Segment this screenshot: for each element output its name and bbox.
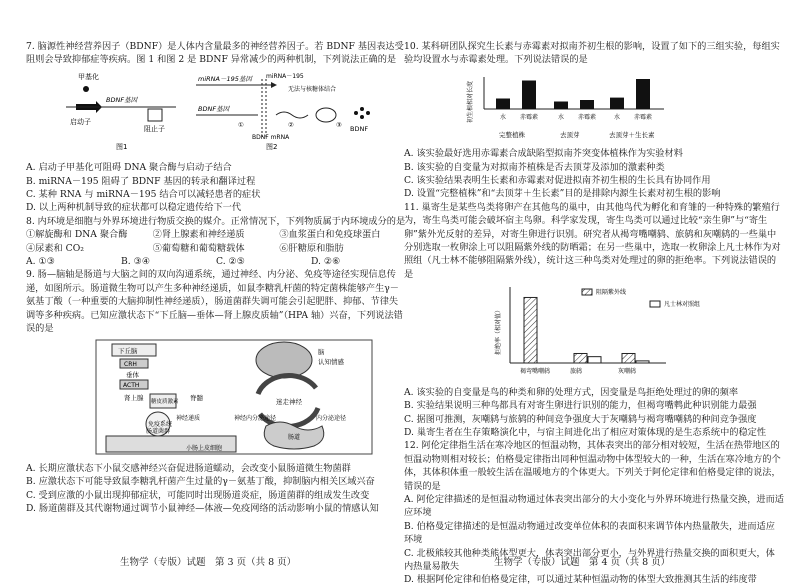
chart10-bar <box>522 80 536 109</box>
question-7-option-d: D. 以上两种机制导致的症状都可以稳定遗传给下一代 <box>26 202 242 214</box>
fig2-protein-label: BDNF <box>350 124 369 133</box>
brain-label: 脑 <box>318 347 325 356</box>
protein-dot <box>360 115 364 119</box>
chart10-group-label: 去顶芽＋生长素 <box>609 130 655 139</box>
question-8-option-d: D. ②⑥ <box>311 256 341 268</box>
fig2-gene-label: BDNF基因 <box>198 104 230 113</box>
question-8-stem: 8. 内环境是细胞与外界环境进行物质交换的媒介。正常情况下，下列物质属于内环境成分的是 <box>26 215 406 227</box>
question-8-item: ⑤葡萄糖和葡萄糖载体 <box>152 242 245 254</box>
question-11-stem: 11. 巢寄生是某些鸟类将卵产在其他鸟的巢中，由其他鸟代为孵化和育雏的一种特殊的繁殖行为，寄生鸟类可能会破坏宿主鸟卵。科学家发现，寄生鸟类可以通过比较“亲生卵”与“寄生卵”紫外光反射的差异，对寄生卵进行识别。研究者从褐弯嘴嘲鸫、旅鸫和灰嘲鸫的一些巢中分别选取一枚卵涂上可以阻隔紫外线的防晒霜；在另一些巢中，选取一枚卵涂上凡士林作为对照组（凡士林不能够阻隔紫外线），统计这三种鸟类对处理过的卵的拒绝率。下列说法错误的是 <box>404 201 781 280</box>
chart11-bar <box>588 357 601 363</box>
chart11-legend-label: 阻隔紫外线 <box>596 289 627 297</box>
chart11-ylabel: 拒绝率（相对值） <box>495 307 502 356</box>
vagus-label: 迷走神经 <box>276 397 302 406</box>
intestine-label: 肠道 <box>288 433 301 441</box>
acth-label: ACTH <box>123 381 140 389</box>
question-9-option-c: C. 受到应激的小鼠出现抑郁症状，可能同时出现肠道炎症，肠道菌群的组成发生改变 <box>26 489 370 501</box>
question-10 <box>404 40 784 201</box>
chart10-ylabel: 初生根相对长度 <box>467 80 474 123</box>
hypothalamus-label: 下丘脑 <box>118 346 138 355</box>
page-footer-left: 生物学（专版）试题 第 3 页（共 8 页） <box>120 557 297 568</box>
ribosome-icon <box>316 108 336 122</box>
fig2-mirna-gene-label: miRNA－195基因 <box>198 74 252 83</box>
question-10-stem: 10. 某科研团队探究生长素与赤霉素对拟南芥初生根的影响，设置了如下的三组实验，每组实验均设置水与赤霉素处理。下列说法错误的是 <box>404 41 780 66</box>
adrenal-label: 肾上腺 <box>124 393 144 402</box>
chart10-bar <box>496 98 510 109</box>
cognition-label: 认知情感 <box>318 357 344 366</box>
pituitary-label: 垂体 <box>126 370 139 379</box>
question-8-items-row1 <box>26 228 406 241</box>
chart11-bar <box>636 361 649 363</box>
chart11-bar <box>622 354 635 364</box>
protein-dot <box>354 111 358 115</box>
question-8-options-row <box>26 255 406 268</box>
question-9-option-d: D. 肠道菌群及其代谢物通过调节小鼠神经—体液—免疫网络的活动影响小鼠的情感认知 <box>26 503 379 515</box>
question-12-stem: 12. 阿伦定律指生活在寒冷地区的恒温动物，其体表突出的部分相对较短，生活在热带地区的恒温动物则相对较长；伯格曼定律指出同种恒温动物中体型较大的一种，生活在寒冷地方的个体，其体积体重一般较生活在温暖地方的个体更大。下列关于阿伦定律和伯格曼定律的说法，错误的是 <box>404 440 781 492</box>
fig2-step3: ③ <box>336 120 342 129</box>
question-11-option-c: C. 据图可推测，灰嘲鸫与旅鸫的种间竞争强度大于灰嘲鸫与褐弯嘴嘲鸫的种间竞争强度 <box>404 413 757 425</box>
methyl-dot <box>83 86 89 92</box>
chart10-category-label: 水 <box>558 113 565 121</box>
neuroendocrine-label: 神经内分泌途径 <box>234 414 277 422</box>
fig1-gene-label: BDNF基因 <box>106 95 138 104</box>
question-8-item: ⑥肝糖原和脂肪 <box>279 242 344 254</box>
fig1-blocker-label: 阻止子 <box>144 124 165 133</box>
fig2-caption: 图2 <box>266 142 278 151</box>
question-11-option-d: D. 巢寄生者在生存策略演化中，与宿主间进化出了相应对策体现的是生态系统中的稳定性 <box>404 426 767 438</box>
crh-label: CRH <box>124 360 137 368</box>
question-12-option-d: D. 根据阿伦定律和伯格曼定律，可以通过某种恒温动物的体型大致推测其生活的纬度带 <box>404 574 757 586</box>
question-11 <box>404 201 784 439</box>
flora-label: 肠道菌群 <box>146 427 171 435</box>
question-10-option-c: C. 该实验结果表明生长素和赤霉素对促进拟南芥初生根的生长具有协同作用 <box>404 175 711 187</box>
villi-label: 小肠上皮细胞 <box>186 444 223 452</box>
chart10-bar <box>610 97 624 108</box>
right-column <box>404 40 784 587</box>
question-8-items-row2 <box>26 242 406 255</box>
chart10-category-label: 赤霉素 <box>578 113 597 121</box>
left-column <box>26 40 406 516</box>
fig1-methyl-label: 甲基化 <box>78 72 99 81</box>
chart10-category-label: 赤霉素 <box>634 113 653 121</box>
chart10-category-label: 水 <box>614 113 621 121</box>
question-9-option-a: A. 长期应激状态下小鼠交感神经兴奋促进肠道蠕动，会改变小鼠肠道微生物菌群 <box>26 462 351 474</box>
chart11-category-label: 旅鸫 <box>570 368 583 376</box>
fig2-mrna-label: BDNF mRNA <box>252 133 290 141</box>
protein-dot <box>366 111 370 115</box>
mrna-wave <box>276 112 308 118</box>
question-8-item: ②肾上腺素和神经递质 <box>152 229 245 241</box>
question-9-option-b: B. 应激状态下可能导致鼠李糖乳杆菌产生过量的γ－氨基丁酸，抑制脑内相关区域兴奋 <box>26 476 375 488</box>
immune-label: 免疫系统 <box>148 420 173 428</box>
protein-dot <box>360 107 364 111</box>
figure-2 <box>196 73 370 151</box>
blocker-box <box>148 109 162 121</box>
question-7 <box>26 40 406 215</box>
neurotransmitter-label: 神经递质 <box>176 414 201 422</box>
chart11-bar <box>524 298 537 364</box>
question-11-chart <box>404 283 784 379</box>
question-10-option-a: A. 该实验最好选用赤霉素合成缺陷型拟南芥突变体植株作为实验材料 <box>404 148 683 160</box>
figure-1 <box>66 72 176 151</box>
fig2-step2: ② <box>288 120 294 129</box>
question-11-option-b: B. 实验结果说明三种鸟都具有对寄生卵进行识别的能力，但褐弯嘴鹎此种识别能力最强 <box>404 400 757 412</box>
chart10-bar <box>554 101 568 109</box>
fig1-caption: 图1 <box>116 142 128 151</box>
fig2-no-ribosome-label: 无法与核糖体结合 <box>288 85 337 93</box>
chart10-category-label: 赤霉素 <box>520 113 539 121</box>
question-12-option-c: C. 北极熊较其他种类熊体型更大，体表突出部分更小，与外界进行热量交换的面积更大，体内热量易散失 <box>404 547 775 572</box>
question-8-option-a: A. ①③ <box>26 256 55 268</box>
chart11-bar <box>574 354 587 364</box>
question-9 <box>26 268 406 515</box>
question-8 <box>26 215 406 269</box>
chart10-bar <box>636 79 650 109</box>
question-9-stem: 9. 肠—脑轴是肠道与大脑之间的双向沟通系统，通过神经、内分泌、免疫等途径实现信息传递，如图所示。肠道微生物可以产生多种神经递质，如鼠李糖乳杆菌的特定菌株能够产生γ－氨基丁酸（一种重要的大脑抑制性神经递质），肠道菌群失调可能会引起肥胖、抑郁、节律失调等多种疾病。已知应激状态下“下丘脑—垂体—肾上腺皮质轴”（HPA 轴）兴奋，下列说法错误的是 <box>26 269 403 335</box>
legend-swatch-hatched <box>582 289 592 295</box>
question-8-option-c: C. ②⑤ <box>216 256 246 268</box>
question-7-stem: 7. 脑源性神经营养因子（BDNF）是人体内含量最多的神经营养因子。若 BDNF 基因表达受阻则会导致抑郁症等疾病。图 1 和图 2 是 BDNF 异常减少的两种机制，下列说法正确的是 <box>26 41 404 66</box>
fig2-step1: ① <box>238 120 244 129</box>
cortisol-label: 糖皮质激素 <box>151 398 179 405</box>
fig1-promoter-label: 启动子 <box>70 117 91 126</box>
question-8-option-b: B. ③④ <box>121 256 151 268</box>
chart11-category-label: 灰嘲鸫 <box>618 368 637 376</box>
fig2-mirna-label: miRNA－195 <box>266 72 304 80</box>
legend-swatch-plain <box>650 301 660 307</box>
endocrine-label: 内分泌途径 <box>316 414 347 422</box>
question-10-chart <box>404 69 784 141</box>
question-7-option-a: A. 启动子甲基化可阻碍 DNA 聚合酶与启动子结合 <box>26 162 232 174</box>
page-footer-right: 生物学（专版）试题 第 4 页（共 8 页） <box>494 557 671 568</box>
question-8-item: ④尿素和 CO₂ <box>26 242 84 254</box>
chart10-bar <box>580 100 594 109</box>
chart11-legend-label: 凡士林对照组 <box>664 301 701 309</box>
question-7-option-c: C. 某种 RNA 与 miRNA－195 结合可以减轻患者的症状 <box>26 189 261 201</box>
question-7-option-b: B. miRNA－195 阻碍了 BDNF 基因的转录和翻译过程 <box>26 175 256 187</box>
question-8-item: ③血浆蛋白和免疫球蛋白 <box>279 229 381 241</box>
question-8-item: ①解旋酶和 DNA 聚合酶 <box>26 229 128 241</box>
question-10-option-b: B. 该实验的自变量为对拟南芥植株是否去顶芽及添加的激素种类 <box>404 161 665 173</box>
spine-label: 脊髓 <box>190 393 203 402</box>
chart11-category-label: 褐弯嘴嘲鸫 <box>520 368 551 376</box>
brain-icon <box>256 342 312 378</box>
chart10-category-label: 水 <box>500 113 507 121</box>
gut-brain-axis-figure <box>26 338 406 456</box>
question-7-figures <box>26 69 406 155</box>
chart10-group-label: 完整植株 <box>499 130 525 139</box>
question-12-option-a: A. 阿伦定律描述的是恒温动物通过体表突出部分的大小变化与外界环境进行热量交换，进而适应环境 <box>404 493 784 519</box>
question-10-option-d: D. 设置“完整植株”和“去顶芽＋生长素”目的是排除内源生长素对初生根的影响 <box>404 188 721 200</box>
question-11-option-a: A. 该实验的自变量是鸟的种类和卵的处理方式，因变量是鸟拒绝处理过的卵的频率 <box>404 386 739 398</box>
chart10-group-label: 去顶芽 <box>560 130 580 139</box>
question-12-option-b: B. 伯格曼定律描述的是恒温动物通过改变单位体积的表面积来调节体内热量散失，进而适应环境 <box>404 520 775 546</box>
